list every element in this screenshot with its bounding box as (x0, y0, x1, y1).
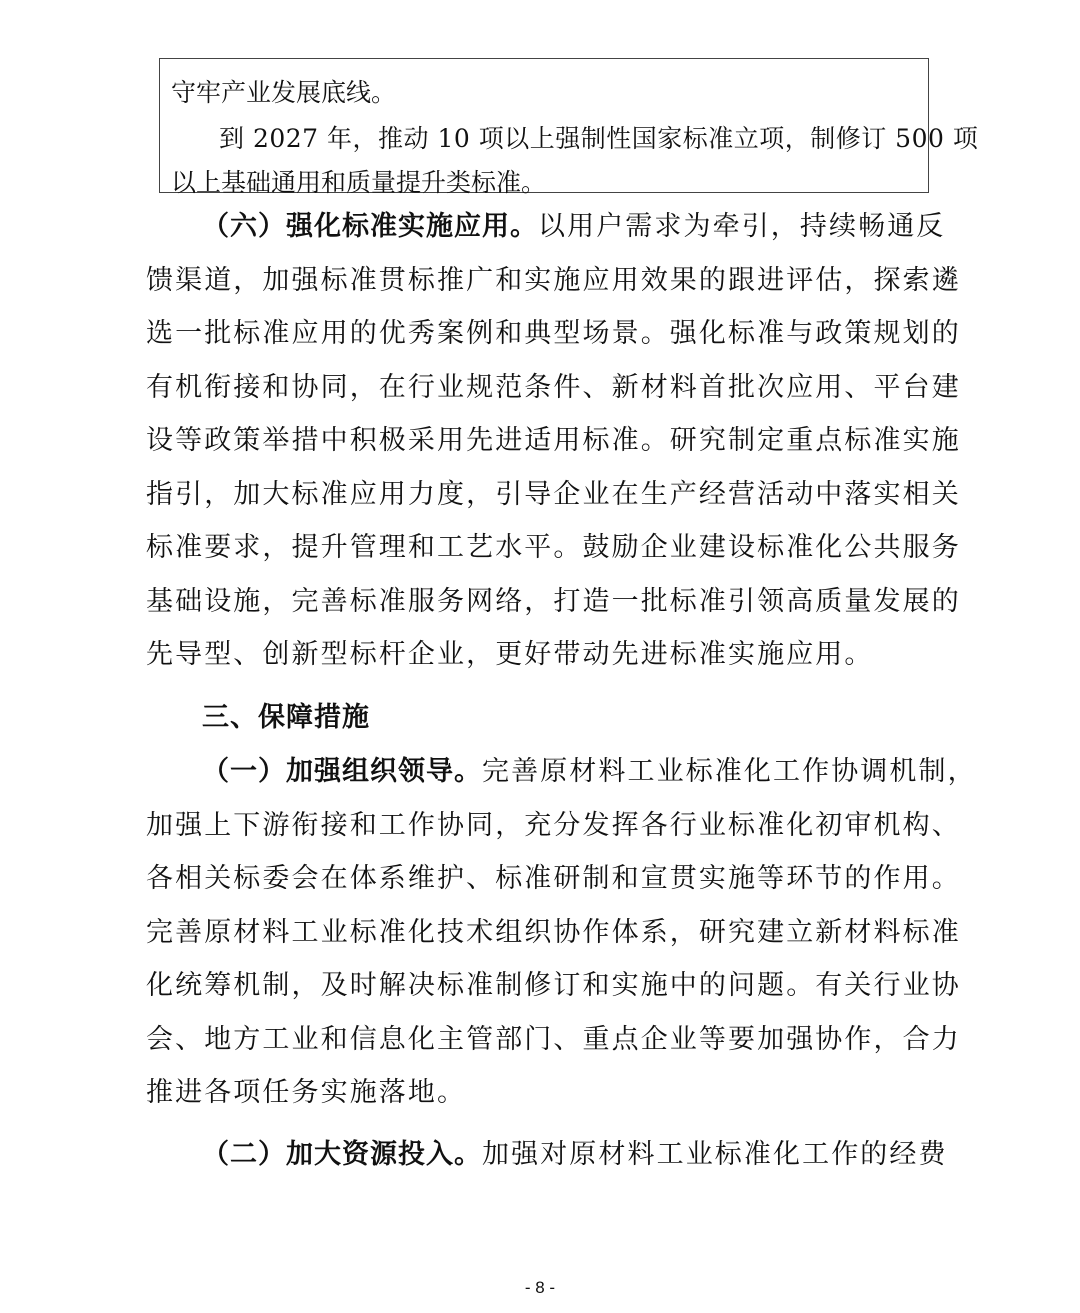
page-number: - 8 - (524, 1278, 556, 1297)
measure-1-paragraph (146, 745, 977, 1120)
box-line-1: 守牢产业发展底线。 (171, 78, 397, 107)
section-6-line: 馈渠道，加强标准贯标推广和实施应用效果的跟进评估，探索遴 (146, 264, 961, 296)
measure-1-line: 加强上下游衔接和工作协同，充分发挥各行业标准化初审机构、 (146, 809, 961, 841)
measure-1-line-1 (146, 745, 977, 799)
measure-1-text: 完善原材料工业标准化工作协调机制， (482, 756, 977, 787)
measure-1-line: 推进各项任务实施落地。 (146, 1077, 467, 1108)
measure-1-line: 各相关标委会在体系维护、标准研制和宣贯实施等环节的作用。 (146, 863, 961, 894)
part-3-heading-block (146, 691, 946, 745)
measure-1-heading: （一）加强组织领导。 (202, 756, 482, 787)
section-6-line: 标准要求，提升管理和工艺水平。鼓励企业建设标准化公共服务 (146, 532, 961, 563)
target-box (159, 58, 979, 197)
section-6-paragraph (146, 200, 961, 682)
section-6-heading: （六）强化标准实施应用。 (202, 211, 538, 242)
section-6-line: 有机衔接和协同，在行业规范条件、新材料首批次应用、平台建 (146, 371, 961, 403)
measure-2-text: 加强对原材料工业标准化工作的经费 (482, 1139, 948, 1170)
section-6-line: 设等政策举措中积极采用先进适用标准。研究制定重点标准实施 (146, 425, 961, 456)
box-line-3: 以上基础通用和质量提升类标准。 (171, 168, 547, 197)
section-6-line-1 (146, 200, 946, 254)
section-6-text: 以用户需求为牵引，持续畅通反 (538, 211, 946, 242)
section-6-line: 指引，加大标准应用力度，引导企业在生产经营活动中落实相关 (146, 478, 961, 510)
measure-2-heading: （二）加大资源投入。 (202, 1139, 482, 1170)
measure-1-line: 完善原材料工业标准化技术组织协作体系，研究建立新材料标准 (146, 916, 961, 948)
section-6-line: 基础设施，完善标准服务网络，打造一批标准引领高质量发展的 (146, 585, 961, 617)
measure-1-line: 化统筹机制，及时解决标准制修订和实施中的问题。有关行业协 (146, 970, 961, 1001)
box-line-2: 到 2027 年，推动 10 项以上强制性国家标准立项，制修订 500 项 (219, 124, 979, 153)
part-3-title: 三、保障措施 (202, 702, 370, 733)
measure-2-line-1 (146, 1128, 946, 1182)
section-6-line: 选一批标准应用的优秀案例和典型场景。强化标准与政策规划的 (146, 318, 961, 349)
measure-1-line: 会、地方工业和信息化主管部门、重点企业等要加强协作，合力 (146, 1023, 961, 1055)
measure-2-paragraph (146, 1128, 946, 1182)
section-6-line: 先导型、创新型标杆企业，更好带动先进标准实施应用。 (146, 639, 874, 670)
